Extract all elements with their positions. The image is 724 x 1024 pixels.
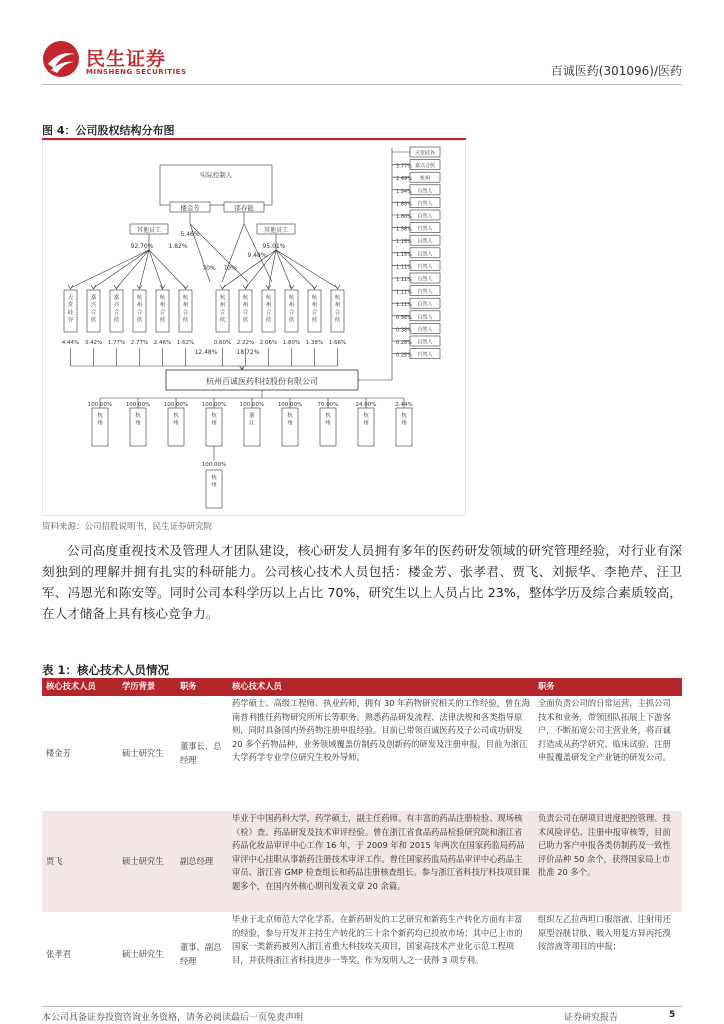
connector-line xyxy=(269,250,277,288)
subsidiary-pct: 100.00% xyxy=(163,402,189,408)
shareholder-name: 自然人 xyxy=(417,352,433,359)
staff-education: 硕士研究生 xyxy=(122,747,164,758)
holder-name: 杭州合伙 xyxy=(182,295,189,324)
shareholder-name: 自然人 xyxy=(417,276,433,283)
shareholder-name: 自然人 xyxy=(417,301,433,308)
table-title: 表 1：核心技术人员情况 xyxy=(42,663,170,677)
header-education: 学历背景 xyxy=(118,678,176,696)
connector-line xyxy=(149,250,186,288)
staff-bio: 毕业于北京师范大学化学系，在新药研发的工艺研究和新药生产转化方面有丰富的经验，参与开发并主持生产转化的三十余个新药均已投放市场；其中已上市的国家一类新药被列入浙江省重大科技攻关项目，国家高技术产业化示范工程项目，并获得浙江省科技进步一等奖。作为发明人之一获得 3 项专利。 xyxy=(232,914,523,965)
holder-pct: 1.62% xyxy=(176,340,195,346)
staff-duty: 组织左乙拉西坦口服溶液、注射用还原型谷胱甘肽、吸入用复方异丙托溴铵溶液等项目的申报； xyxy=(538,914,671,951)
shareholder-pct: 0.25% xyxy=(396,352,412,359)
header-position: 职务 xyxy=(176,678,228,696)
subsidiary-name: 杭州 xyxy=(325,413,331,427)
holder-pct: 2.46% xyxy=(153,340,172,346)
subsidiary-pct: 2.44% xyxy=(395,402,413,408)
subsidiary-name: 杭州 xyxy=(97,413,103,427)
table-header-row xyxy=(42,678,682,696)
employee-label: 其他员工 xyxy=(136,227,162,234)
shareholder-name: 自然人 xyxy=(417,226,433,233)
footer-report-type: 证券研究报告 xyxy=(564,1013,619,1023)
holder-name: 杭州合伙 xyxy=(311,295,318,324)
shareholder-name: 自然人 xyxy=(417,263,433,270)
arrow-head xyxy=(160,285,165,289)
shareholder-name: 自然人 xyxy=(417,238,433,245)
pct-label: 95.01% xyxy=(262,243,286,250)
shareholder-pct: 1.80% xyxy=(396,214,412,220)
staff-education: 硕士研究生 xyxy=(118,811,176,912)
shareholder-pct: 1.11% xyxy=(396,289,412,296)
company-name: 杭州百诚医药科技股份有限公司 xyxy=(206,377,318,386)
header-staff-bio: 核心技术人员 xyxy=(228,678,534,696)
staff-name: 楼金芳 xyxy=(46,747,71,758)
holder-name: 天堂硅谷 xyxy=(67,295,74,324)
holder-pct: 1.38% xyxy=(305,340,324,346)
ownership-structure-figure xyxy=(42,140,466,516)
sub-subsidiary-pct: 100.00% xyxy=(201,462,227,468)
header-staff: 核心技术人员 xyxy=(42,678,118,696)
pct-label: 18.72% xyxy=(236,349,260,356)
report-stock-title: 百诚医药(301096)/医药 xyxy=(550,64,682,78)
staff-education: 硕士研究生 xyxy=(122,948,164,959)
shareholder-pct: 0.56% xyxy=(396,314,412,321)
subsidiary-pct: 100.00% xyxy=(277,402,303,408)
holder-pct: 3.42% xyxy=(84,340,103,346)
founder-name: 楼金芳 xyxy=(180,204,200,212)
figure-source: 资料来源：公司招股说明书，民生证券研究院 xyxy=(42,522,213,532)
minsheng-logo-icon xyxy=(42,40,80,78)
connector-line xyxy=(190,224,210,282)
connector-line xyxy=(149,250,163,288)
pct-label: 1.82% xyxy=(168,243,188,250)
holder-pct: 2.06% xyxy=(259,340,278,346)
holder-pct: 1.80% xyxy=(282,340,301,346)
founder-name: 邵春能 xyxy=(234,204,254,212)
shareholder-pct: 1.15% xyxy=(396,239,412,246)
table-row xyxy=(42,912,682,997)
staff-bio: 毕业于中国药科大学，药学硕士，副主任药师。有丰富的药品注册检验、现场核（检）查、药品研发及技术审评经验。曾在浙江省食品药品检验研究院和浙江省药品化妆品审评中心工作 16 年，于 2009 年和 2015 年两次在国家药监局药品审评中心挂职从事新药注册技术审评工作。曾任国家药监局药品审评中心药品主审员、浙江省 GMP 检查组长和药品注册核查组长。参与浙江省科技厅科技项目课题多个，在国内外核心期刊发表文章 20 余篇。 xyxy=(228,811,534,912)
shareholder-pct: 1.11% xyxy=(396,264,412,271)
brand-name-cn: 民生证券 xyxy=(86,48,167,70)
shareholder-name: 自然人 xyxy=(417,314,433,321)
connector-line xyxy=(190,224,248,282)
shareholder-pct: 1.85% xyxy=(396,201,412,208)
holder-name: 杭州合伙 xyxy=(159,295,166,324)
shareholder-name: 自然人 xyxy=(417,188,433,195)
holder-pct: 1.66% xyxy=(328,340,347,346)
connector-line xyxy=(222,224,244,282)
shareholder-name: 自然人 xyxy=(417,200,433,207)
staff-duty: 负责公司在研项目进度把控管理、技术风险评估、注册申报审核等，目前已助力客户申报各类仿制药及一致性评价品种 50 余个，获得国家局上市批准 20 多个。 xyxy=(534,811,682,912)
subsidiary-name: 杭州 xyxy=(173,413,179,427)
holder-name: 杭州合伙 xyxy=(136,295,143,324)
subsidiary-pct: 70.00% xyxy=(317,402,339,408)
header-divider xyxy=(42,84,682,85)
pct-label: 5.46% xyxy=(180,231,200,238)
subsidiary-pct: 24.00% xyxy=(355,402,377,408)
pct-label: 70% xyxy=(202,265,216,272)
employee-label: 其他员工 xyxy=(263,227,289,234)
shareholder-name: 嘉兴合伙 xyxy=(414,163,436,170)
connector-line xyxy=(276,250,338,288)
shareholder-pct: 1.56% xyxy=(396,226,412,233)
holder-pct: 0.60% xyxy=(213,340,232,346)
shareholder-name: 自然人 xyxy=(417,339,433,346)
subsidiary-name: 杭州 xyxy=(401,413,407,427)
shareholder-pct: 1.11% xyxy=(396,302,412,309)
subsidiary-pct: 100.00% xyxy=(87,402,113,408)
holder-pct: 2.77% xyxy=(130,340,149,346)
footer-divider xyxy=(42,1006,682,1007)
page-number: 5 xyxy=(669,1010,676,1020)
shareholder-pct: 0.38% xyxy=(396,327,412,334)
brand-name-en: MINSHENG SECURITIES xyxy=(86,68,187,76)
shareholder-pct: 1.11% xyxy=(396,277,412,283)
shareholder-name: 天堂硅谷 xyxy=(414,150,436,157)
shareholder-name: 自然人 xyxy=(417,213,433,220)
shareholder-name: 杭州 xyxy=(419,175,431,182)
footer-disclaimer: 本公司具备证券投资咨询业务资格，请务必阅读最后一页免责声明 xyxy=(42,1013,304,1023)
controller-label: 实际控制人 xyxy=(199,171,233,179)
figure-title: 图 4：公司股权结构分布图 xyxy=(42,124,175,137)
subsidiary-name: 杭州 xyxy=(287,413,293,427)
holder-pct: 4.44% xyxy=(61,340,80,346)
core-tech-staff-table xyxy=(42,678,682,997)
page-header xyxy=(0,0,724,90)
arrow-head xyxy=(312,285,317,289)
holder-name: 杭州合伙 xyxy=(242,295,249,324)
pct-label: 70% xyxy=(223,265,237,272)
staff-bio: 药学硕士、高级工程师、执业药师，拥有 30 年药物研究相关的工作经验，曾在海南普利推任药物研究所所长等职务。熟悉药品研发流程、法律法规和各类指导原则，同时具备国内外药物注册申报经验。目前已带领百诚医药及子公司成功研发 20 多个药物品种，业务领域覆盖仿制药及创新药的研发及注册申报，目前为浙江大学药学专业学位研究生校外导师。 xyxy=(232,698,530,762)
shareholder-pct: 1.15% xyxy=(396,251,412,258)
connector-line xyxy=(276,250,315,288)
subsidiary-pct: 100.00% xyxy=(239,402,265,408)
subsidiary-name: 杭州 xyxy=(363,413,369,427)
shareholder-pct: 0.28% xyxy=(396,340,412,346)
staff-position: 副总经理 xyxy=(176,811,228,912)
connector-line xyxy=(276,250,292,288)
holder-name: 嘉兴合伙 xyxy=(90,295,97,324)
holder-pct: 2.22% xyxy=(236,340,255,346)
shareholder-pct: 3.77% xyxy=(396,163,412,170)
table-row xyxy=(42,696,682,811)
arrow-head xyxy=(289,285,294,289)
header-duty: 职务 xyxy=(534,678,682,696)
staff-name: 贾飞 xyxy=(42,811,118,912)
subsidiary-name: 杭州 xyxy=(211,413,217,427)
arrow-head xyxy=(183,285,188,289)
pct-label: 92.70% xyxy=(130,243,154,250)
body-paragraph: 公司高度重视技术及管理人才团队建设，核心研发人员拥有多年的医药研发领域的研究管理经验，对行业有深刻独到的理解并拥有扎实的科研能力。公司核心技术人员包括：楼金芳、张孝君、贾飞、刘振华、李艳芹、汪卫军、冯恩光和陈安等。同时公司本科学历以上占比 70%，研究生以上人员占比 23%，整体学历及综合素质较高，在人才储备上具有核心竞争力。 xyxy=(42,543,682,621)
pct-label: 12.48% xyxy=(194,349,218,356)
pct-label: 9.48% xyxy=(247,252,267,259)
subsidiary-name: 杭州 xyxy=(135,413,141,427)
holder-name: 杭州合伙 xyxy=(334,295,341,324)
subsidiary-pct: 100.00% xyxy=(125,402,151,408)
shareholder-pct: 1.94% xyxy=(396,188,412,195)
shareholder-pct: 2.49% xyxy=(396,176,412,183)
holder-name: 杭州合伙 xyxy=(219,295,226,324)
shareholder-name: 自然人 xyxy=(417,289,433,296)
sub-subsidiary-name: 杭州 xyxy=(211,475,217,489)
shareholder-name: 自然人 xyxy=(417,326,433,333)
staff-position: 董事长、总经理 xyxy=(180,741,222,765)
connector-line xyxy=(71,250,150,288)
subsidiary-pct: 100.00% xyxy=(201,402,227,408)
ownership-chart xyxy=(42,140,466,516)
staff-duty: 全面负责公司的日常运营，主抓公司技术和业务，带领团队拓展上下游客户，不断拓宽公司主营业务，将百诚打造成从药学研究、临床试验、注册申报覆盖研发全产业链的研发公司。 xyxy=(538,698,671,762)
staff-name: 张孝君 xyxy=(46,948,71,959)
shareholder-name: 自然人 xyxy=(417,251,433,258)
holder-name: 杭州合伙 xyxy=(265,295,272,324)
table-row xyxy=(42,811,682,912)
holder-name: 杭州合伙 xyxy=(288,295,295,324)
subsidiary-name: 浙江 xyxy=(249,413,255,427)
staff-position: 董事、副总经理 xyxy=(180,942,222,966)
holder-pct: 1.77% xyxy=(107,340,126,346)
holder-name: 嘉兴合伙 xyxy=(113,295,120,324)
